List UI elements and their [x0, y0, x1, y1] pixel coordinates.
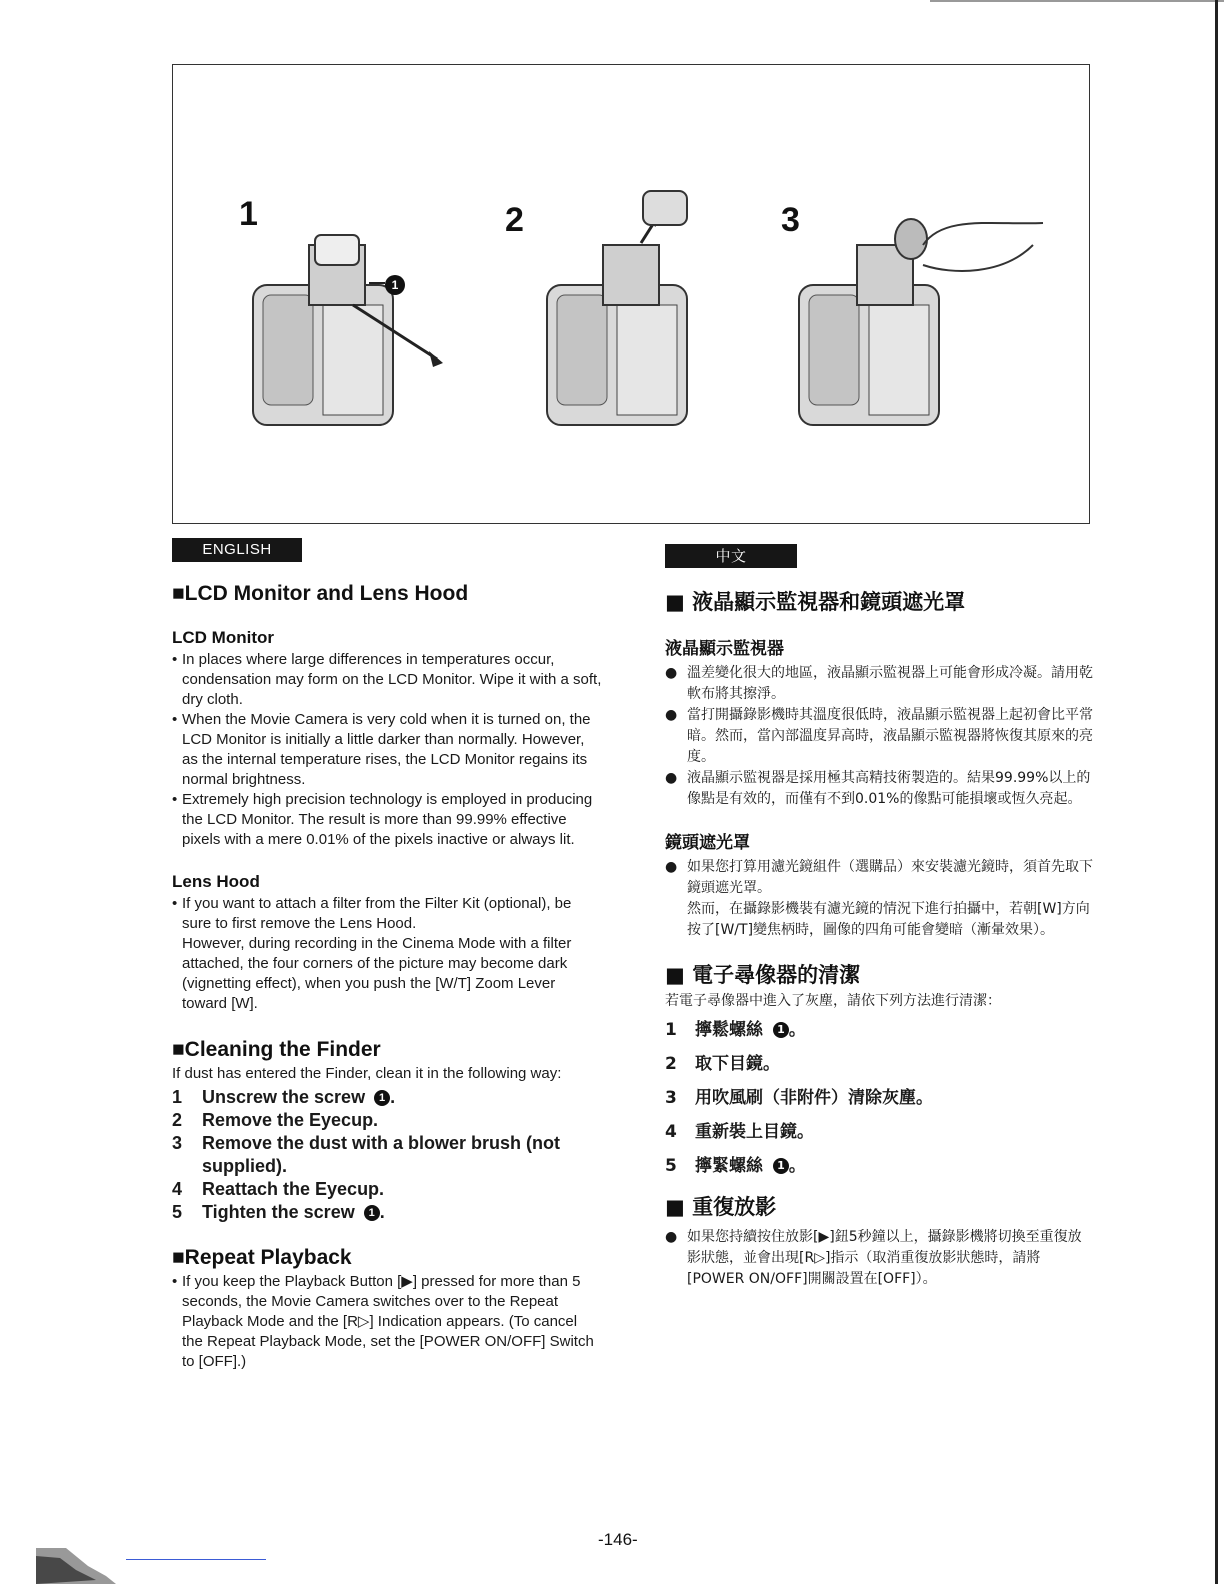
- zh-lcd-bullet-2: ● 當打開攝錄影機時其溫度很低時，液晶顯示監視器上起初會比平常暗。然而，當內部溫度昇高時，液晶顯示監視器將恢復其原來的亮度。: [665, 707, 1093, 765]
- english-section-tab: ENGLISH: [172, 538, 302, 562]
- zh-lens-hood-subheading: 鏡頭遮光罩: [665, 833, 750, 853]
- cleaning-steps: [172, 1086, 602, 1224]
- zh-lcd-bullet-3: ● 液晶顯示監視器是採用極其高精技術製造的。結果99.99%以上的像點是有效的，而僅有不到0.01%的像點可能損壞或恆久亮起。: [665, 770, 1091, 807]
- screw-marker-icon: 1: [374, 1090, 390, 1106]
- page-number: -146-: [598, 1530, 638, 1549]
- zh-repeat-playback-heading: ■ 重復放影: [665, 1195, 777, 1219]
- chinese-column: [665, 586, 1095, 1290]
- zh-cleaning-step-2: 2 取下目鏡。: [665, 1054, 780, 1074]
- lens-hood-paragraph: However, during recording in the Cinema Mode with a filter attached, the four corners of the picture may become dark (vignetting effect), when you push the [W/T] Zoom Lever toward [W].: [182, 935, 572, 1012]
- zh-cleaning-step-1: 1 擰鬆螺絲 1 。: [665, 1020, 806, 1040]
- cleaning-intro: If dust has entered the Finder, clean it in the following way:: [172, 1065, 562, 1082]
- zh-lcd-bullet-1: ● 溫差變化很大的地區，液晶顯示監視器上可能會形成冷凝。請用乾軟布將其擦淨。: [665, 665, 1093, 702]
- cleaning-step-4: 4 Reattach the Eyecup.: [172, 1179, 385, 1199]
- screw-marker-icon: 1: [773, 1022, 789, 1038]
- lcd-bullet-2: • When the Movie Camera is very cold when it is turned on, the LCD Monitor is initially a little darker than normally. However, as the internal temperature rises, the LCD Monitor regains its normal brightness.: [172, 711, 591, 788]
- cleaning-step-5: 5 Tighten the screw 1 .: [172, 1202, 385, 1222]
- lcd-monitor-subheading: LCD Monitor: [172, 628, 274, 647]
- zh-cleaning-step-4: 4 重新裝上目鏡。: [665, 1122, 814, 1142]
- right-edge-line: [1215, 0, 1218, 1584]
- lcd-heading: ■LCD Monitor and Lens Hood: [172, 582, 469, 605]
- zh-cleaning-step-3: 3 用吹風刷（非附件）清除灰塵。: [665, 1088, 933, 1108]
- zh-cleaning-intro: 若電子尋像器中進入了灰塵，請依下列方法進行清潔：: [665, 993, 1001, 1009]
- zh-lcd-bullet-list: [665, 663, 1095, 810]
- lcd-bullet-list: [172, 650, 602, 850]
- figure-step-number-3: 3: [781, 201, 800, 239]
- camera-illustration-remove-eyecup: [533, 185, 733, 445]
- cleaning-step-3: 3 Remove the dust with a blower brush (not supplied).: [172, 1133, 561, 1176]
- screw-marker-icon: 1: [773, 1158, 789, 1174]
- scan-smudge-mark: [36, 1536, 116, 1584]
- scan-edge-line: [126, 1559, 266, 1560]
- camera-illustration-blower-brush: [793, 205, 1053, 445]
- repeat-playback-heading: ■Repeat Playback: [172, 1246, 352, 1269]
- figure-step-number-2: 2: [505, 201, 524, 239]
- illustration-panel: [172, 64, 1090, 524]
- camera-illustration-unscrew: [233, 215, 453, 435]
- zh-repeat-playback-bullet: ● 如果您持續按住放影[▶]鈕5秒鐘以上，攝錄影機將切換至重復放影狀態，並會出現[R▷]指示（取消重復放影狀態時，請將[POWER ON/OFF]開關設置在[OFF]）。: [665, 1229, 1082, 1287]
- zh-cleaning-steps: [665, 1013, 1095, 1183]
- chinese-section-tab: 中文: [665, 544, 797, 568]
- repeat-playback-bullet: • If you keep the Playback Button [▶] pressed for more than 5 seconds, the Movie Camera switches over to the Repeat Playback Mode and the [R▷] Indication appears. (To cancel the Repeat Playback Mode, set the [POWER ON/OFF] Switch to [OFF].): [172, 1273, 594, 1370]
- zh-cleaning-heading: ■ 電子尋像器的清潔: [665, 963, 861, 987]
- cleaning-step-2: 2 Remove the Eyecup.: [172, 1110, 379, 1130]
- screw-marker-icon: 1: [364, 1205, 380, 1221]
- lens-hood-bullet: • If you want to attach a filter from the Filter Kit (optional), be sure to first remove the Lens Hood.: [172, 895, 572, 932]
- screw-callout-label: 1: [391, 278, 399, 292]
- zh-lens-hood-bullet: ● 如果您打算用濾光鏡組件（選購品）來安裝濾光鏡時，須首先取下鏡頭遮光罩。: [665, 859, 1093, 896]
- zh-lcd-heading: ■ 液晶顯示監視器和鏡頭遮光罩: [665, 590, 966, 614]
- zh-cleaning-step-5: 5 擰緊螺絲 1 。: [665, 1156, 806, 1176]
- figure-step-number-1: 1: [239, 195, 258, 233]
- lens-hood-subheading: Lens Hood: [172, 872, 260, 891]
- zh-lcd-monitor-subheading: 液晶顯示監視器: [665, 639, 784, 659]
- zh-lens-hood-paragraph: 然而，在攝錄影機裝有濾光鏡的情況下進行拍攝中，若朝[W]方向按了[W/T]變焦柄時，圖像的四角可能會變暗（漸暈效果）。: [687, 901, 1090, 938]
- english-column: [172, 582, 602, 1372]
- screw-callout: [369, 271, 409, 301]
- lcd-bullet-3: • Extremely high precision technology is employed in producing the LCD Monitor. The result is more than 99.99% effective pixels with a mere 0.01% of the pixels inactive or always lit.: [172, 791, 593, 848]
- cleaning-heading: ■Cleaning the Finder: [172, 1038, 381, 1061]
- lcd-bullet-1: • In places where large differences in temperatures occur, condensation may form on the LCD Monitor. Wipe it with a soft, dry cloth.: [172, 651, 602, 708]
- top-edge-line: [930, 0, 1224, 2]
- cleaning-step-1: 1 Unscrew the screw 1 .: [172, 1087, 396, 1107]
